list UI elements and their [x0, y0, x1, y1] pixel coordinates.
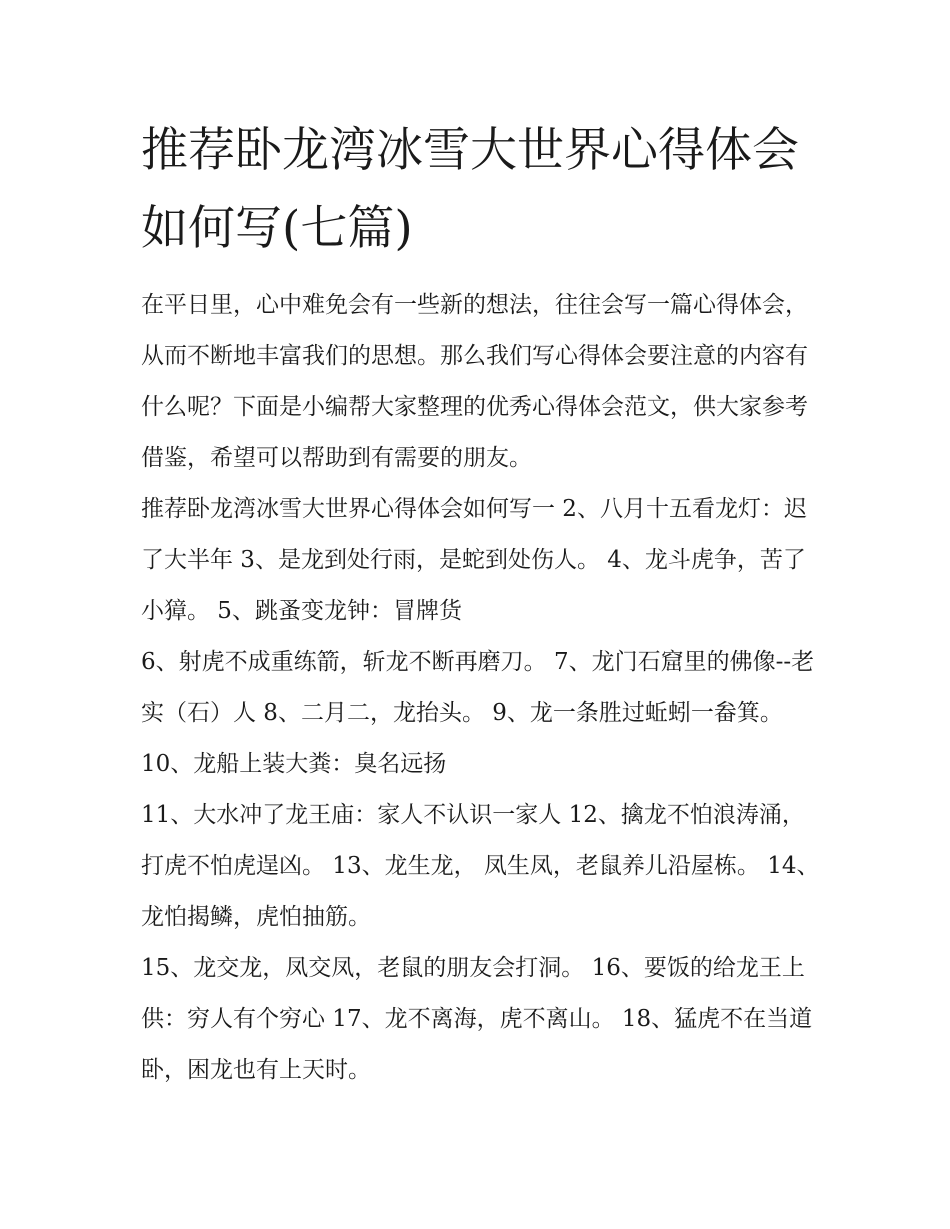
paragraph-1: 推荐卧龙湾冰雪大世界心得体会如何写一 2、八月十五看龙灯：迟了大半年 3、是龙到处行雨，是蛇到处伤人。 4、龙斗虎争，苦了小獐。 5、跳蚤变龙钟：冒牌货	[141, 496, 807, 624]
paragraph-3: 11、大水冲了龙王庙：家人不认识一家人 12、擒龙不怕浪涛涌，打虎不怕虎逞凶。 13、龙生龙， 凤生凤，老鼠养儿沿屋栋。 14、龙怕揭鳞，虎怕抽筋。	[141, 802, 820, 930]
paragraph-2: 6、射虎不成重练箭，斩龙不断再磨刀。 7、龙门石窟里的佛像--老实（石）人 8、二月二，龙抬头。 9、龙一条胜过蚯蚓一畚箕。 10、龙船上装大粪：臭名远扬	[141, 649, 815, 777]
paragraph-4: 15、龙交龙，凤交凤，老鼠的朋友会打洞。 16、要饭的给龙王上供：穷人有个穷心 17、龙不离海，虎不离山。 18、猛虎不在当道卧，困龙也有上天时。	[141, 955, 813, 1083]
document-title: 推荐卧龙湾冰雪大世界心得体会如何写(七篇)	[141, 123, 799, 256]
paragraph-intro: 在平日里，心中难免会有一些新的想法，往往会写一篇心得体会，从而不断地丰富我们的思想。那么我们写心得体会要注意的内容有什么呢？下面是小编帮大家整理的优秀心得体会范文，供大家参考借鉴，希望可以帮助到有需要的朋友。	[141, 292, 808, 471]
document-page	[141, 112, 821, 1096]
